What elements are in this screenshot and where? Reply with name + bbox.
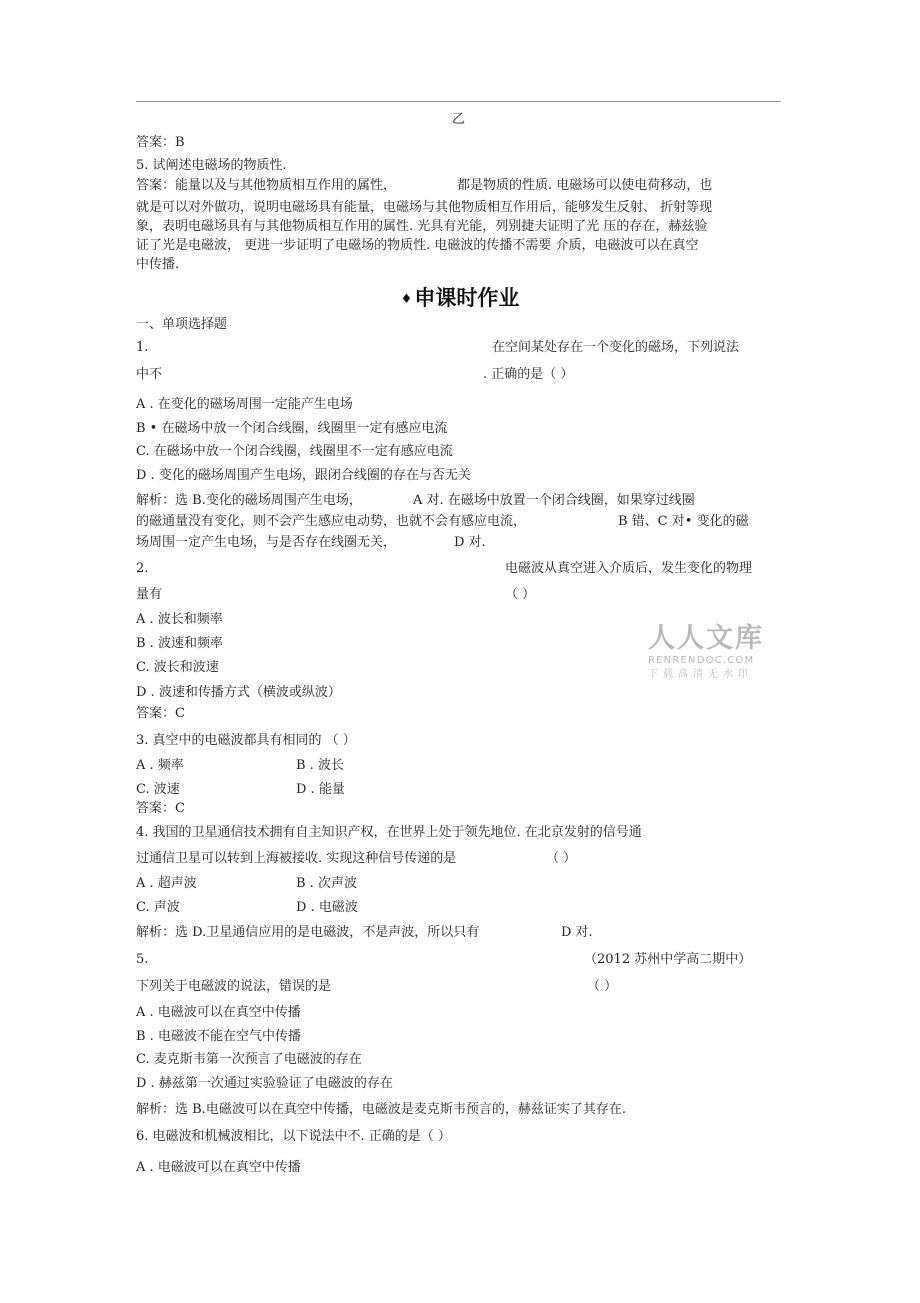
question-stem: 4. 我国的卫星通信技术拥有自主知识产权，在世界上处于领先地位. 在北京发射的信号通 [136, 825, 642, 840]
question-stem: 6. 电磁波和机械波相比，以下说法中不. 正确的是（ ） [136, 1129, 451, 1144]
explanation: A 对. 在磁场中放置一个闭合线圈，如果穿过线圈 [413, 493, 695, 508]
question-number: 2. [136, 561, 149, 576]
option-c: C. 麦克斯韦第一次预言了电磁波的存在 [136, 1052, 362, 1067]
answer-line: 答案：C [136, 706, 185, 721]
answer-line: 答案：B [136, 135, 185, 150]
answer-text: 证了光是电磁波， 更进一步证明了电磁场的物质性. 电磁波的传播不需要 介质，电磁波可以在真空 [136, 238, 699, 253]
watermark-slogan: 下载高清无水印 [648, 669, 753, 680]
figure-label: 乙 [452, 112, 466, 127]
option-b: B . 波长 [296, 758, 344, 773]
diamond-icon: ♦ [400, 292, 413, 307]
option-b: B . 波速和频率 [136, 636, 223, 651]
explanation: 场周围一定产生电场，与是否存在线圈无关， [136, 535, 397, 550]
watermark-title: 人人文库 [648, 623, 764, 654]
answer-text: 答案：能量以及与其他物质相互作用的属性， [136, 178, 397, 193]
explanation: 解析：选 B.电磁波可以在真空中传播，电磁波是麦克斯韦预言的，赫兹证实了其存在. [136, 1102, 626, 1117]
option-a: A . 电磁波可以在真空中传播 [136, 1160, 301, 1175]
option-d: D . 变化的磁场周围产生电场，跟闭合线圈的存在与否无关 [136, 468, 471, 483]
watermark-domain: RENRENDOC.COM [648, 655, 755, 666]
option-d: D . 波速和传播方式（横波或纵波） [136, 685, 341, 700]
explanation: B 错、C 对• 变化的磁 [618, 514, 749, 529]
question-stem: 电磁波从真空进入介质后，发生变化的物理 [505, 561, 753, 576]
question-number: 5. [136, 952, 149, 967]
option-c: C. 波长和波速 [136, 660, 219, 675]
watermark-logo [648, 624, 772, 682]
top-divider [136, 101, 781, 102]
question-stem: 3. 真空中的电磁波都具有相同的 （ ） [136, 733, 356, 748]
option-b: B . 电磁波不能在空气中传播 [136, 1029, 301, 1044]
explanation: 解析：选 D.卫星通信应用的是电磁波，不是声波，所以只有 [136, 925, 480, 940]
section-title-text: 申课时作业 [414, 286, 520, 310]
option-c: C. 波速 [136, 782, 180, 797]
option-d: D . 赫兹第一次通过实验验证了电磁波的存在 [136, 1076, 393, 1091]
option-d: D . 能量 [296, 782, 345, 797]
answer-text: 象，表明电磁场具有与其他物质相互作用的属性. 光具有光能，列别捷夫证明了光 压的存在，赫兹验 [136, 219, 708, 234]
explanation: D 对. [561, 925, 593, 940]
option-d: D . 电磁波 [296, 900, 358, 915]
option-b: B . 次声波 [296, 876, 357, 891]
explanation: 的磁通量没有变化，则不会产生感应电动势，也就不会有感应电流， [136, 514, 527, 529]
question-stem: （ ） [587, 979, 618, 994]
answer-line: 答案：C [136, 801, 185, 816]
question-stem: 过通信卫星可以转到上海被接收. 实现这种信号传递的是 [136, 851, 457, 866]
section-heading: 一、单项选择题 [136, 317, 228, 332]
answer-text: 中传播. [136, 257, 180, 272]
question-stem: 量有 [136, 587, 163, 602]
question-stem: 中不 [136, 367, 163, 382]
question-stem: 下列关于电磁波的说法，错误的是 [136, 979, 332, 994]
explanation: D 对. [454, 535, 486, 550]
option-c: C. 声波 [136, 900, 180, 915]
option-a: A . 在变化的磁场周围一定能产生电场 [136, 397, 353, 412]
option-a: A . 频率 [136, 758, 184, 773]
option-a: A . 波长和频率 [136, 612, 223, 627]
answer-text: 就是可以对外做功，说明电磁场具有能量，电磁场与其他物质相互作用后，能够发生反射、 折射等现 [136, 200, 713, 215]
question-stem: 在空间某处存在一个变化的磁场，下列说法 [492, 340, 740, 355]
question-5-stem: 5. 试阐述电磁场的物质性. [136, 158, 287, 173]
explanation: 解析：选 B.变化的磁场周围产生电场， [136, 493, 362, 508]
option-a: A . 超声波 [136, 876, 197, 891]
question-stem: （ ） [546, 851, 577, 866]
question-stem: （ ） [505, 587, 536, 602]
option-a: A . 电磁波可以在真空中传播 [136, 1005, 301, 1020]
answer-text: 都是物质的性质. 电磁场可以使电荷移动，也 [457, 178, 713, 193]
question-stem: . 正确的是（ ） [483, 367, 574, 382]
question-number: 1. [136, 340, 149, 355]
option-c: C. 在磁场中放一个闭合线圈，线圈里不一定有感应电流 [136, 444, 453, 459]
question-source: （2012 苏州中学高二期中） [584, 952, 752, 967]
section-title [0, 284, 920, 314]
option-b: B • 在磁场中放一个闭合线圈，线圈里一定有感应电流 [136, 421, 448, 436]
